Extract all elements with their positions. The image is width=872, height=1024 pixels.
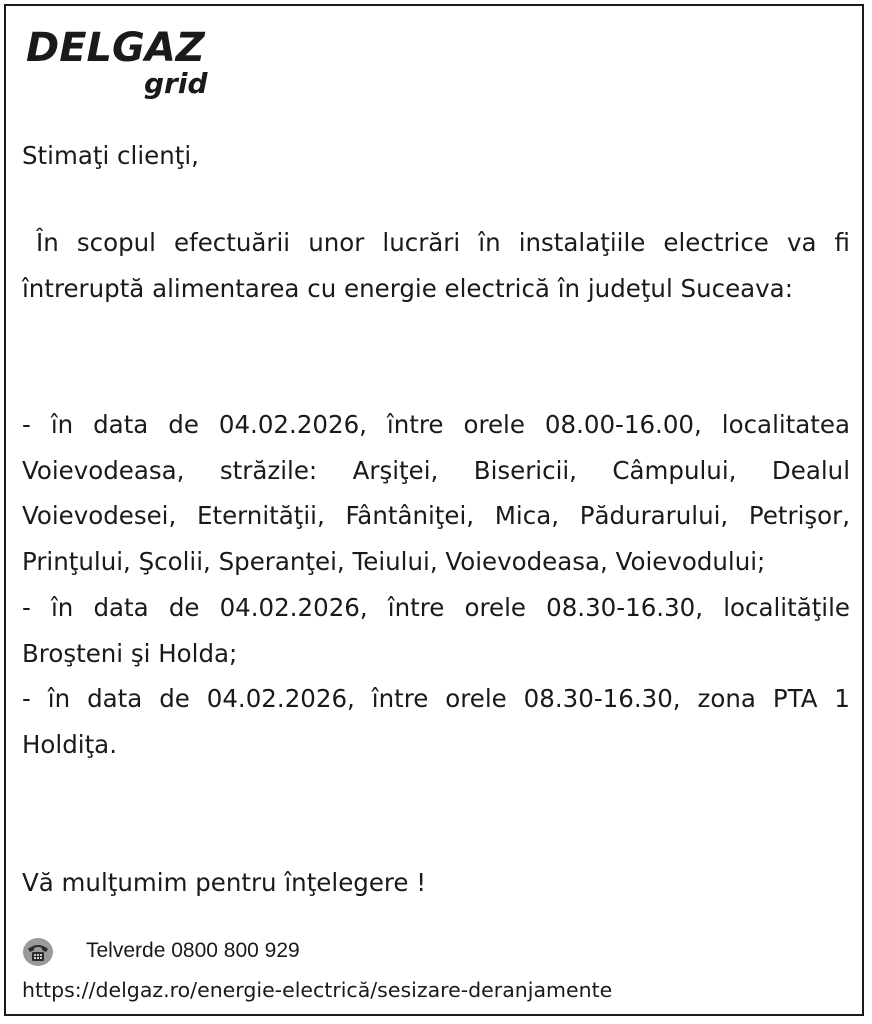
- outage-item: - în data de 04.02.2026, între orele 08.00-16.00, localitatea Voievodeasa, străzile: Arşiţei, Bisericii, Câmpului, Dealul Voievodesei, Eternităţii, Fântâniţei, Mica, Pădurarului, Petrişor, Prinţului, Şcolii, Speranţei, Teiului, Voievodeasa, Voievodului;: [22, 410, 850, 577]
- logo-brand: DELGAZ: [26, 25, 205, 71]
- outage-item: - în data de 04.02.2026, între orele 08.30-16.30, localităţile Broşteni şi Holda;: [22, 592, 850, 668]
- outage-item: - în data de 04.02.2026, între orele 08.30-16.30, zona PTA 1 Holdiţa.: [22, 684, 850, 759]
- phone-row: [22, 935, 850, 969]
- outage-list: [22, 402, 850, 768]
- report-url[interactable]: https://delgaz.ro/energie-electrică/sesizare-deranjamente: [22, 978, 613, 1002]
- delgaz-grid-logo: [26, 26, 226, 102]
- thanks-text: Vă mulţumim pentru înţelegere !: [22, 868, 427, 897]
- contact-block: [22, 935, 850, 1002]
- phone-number: Telverde 0800 800 929: [86, 939, 300, 962]
- intro-text: În scopul efectuării unor lucrări în instalaţiile electrice va fi întreruptă alimentarea cu energie electrică în judeţul Suceava:: [22, 228, 850, 303]
- intro-paragraph: [22, 220, 850, 311]
- phone-icon: [22, 937, 54, 967]
- logo-sub: grid: [144, 67, 208, 100]
- greeting: Stimaţi clienţi,: [22, 141, 199, 170]
